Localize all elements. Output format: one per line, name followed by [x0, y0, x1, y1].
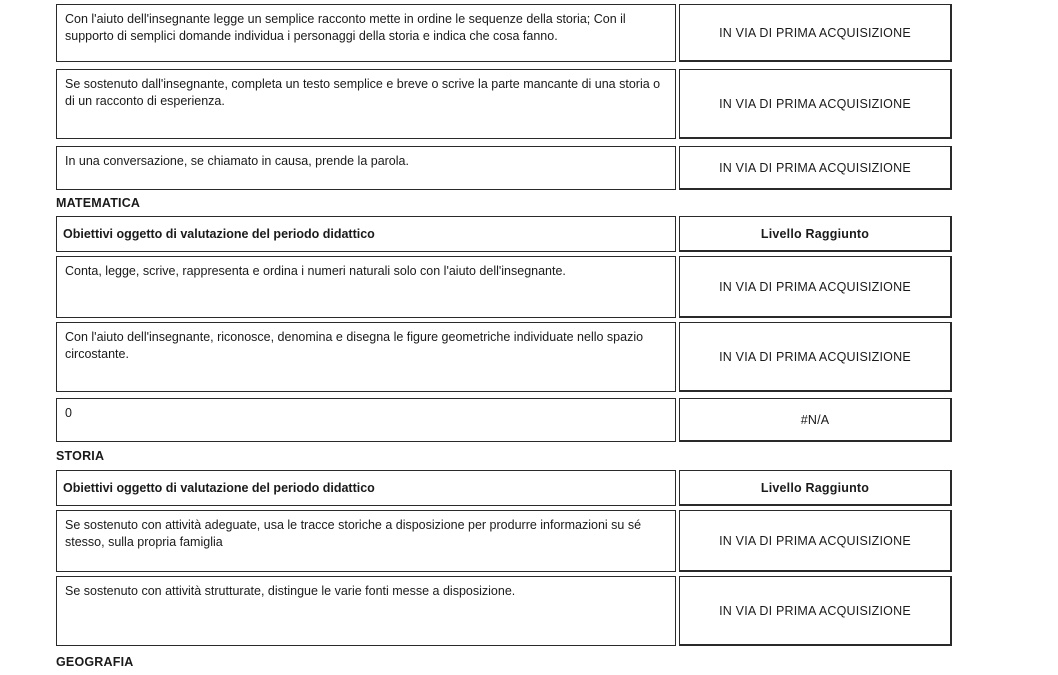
header-level: Livello Raggiunto	[679, 216, 952, 252]
objective-cell: In una conversazione, se chiamato in causa, prende la parola.	[56, 146, 676, 190]
objective-cell: 0	[56, 398, 676, 442]
header-level: Livello Raggiunto	[679, 470, 952, 506]
table-row	[56, 510, 952, 572]
level-cell: IN VIA DI PRIMA ACQUISIZIONE	[679, 146, 952, 190]
header-objectives: Obiettivi oggetto di valutazione del periodo didattico	[56, 470, 676, 506]
objective-cell: Se sostenuto con attività strutturate, distingue le varie fonti messe a disposizione.	[56, 576, 676, 646]
table-row	[56, 398, 952, 442]
table-row	[56, 69, 952, 139]
table-header	[56, 216, 952, 252]
table-row	[56, 322, 952, 392]
objective-cell: Con l'aiuto dell'insegnante, riconosce, denomina e disegna le figure geometriche individuate nello spazio circostante.	[56, 322, 676, 392]
level-cell: IN VIA DI PRIMA ACQUISIZIONE	[679, 256, 952, 318]
level-cell: IN VIA DI PRIMA ACQUISIZIONE	[679, 4, 952, 62]
table-row	[56, 256, 952, 318]
table-row	[56, 4, 952, 62]
section-title-storia: STORIA	[56, 449, 105, 463]
objective-cell: Con l'aiuto dell'insegnante legge un semplice racconto mette in ordine le sequenze della storia; Con il supporto di semplici domande individua i personaggi della storia e indica che cosa fanno.	[56, 4, 676, 62]
objective-cell: Se sostenuto con attività adeguate, usa le tracce storiche a disposizione per produrre informazioni su sé stesso, sulla propria famiglia	[56, 510, 676, 572]
level-cell: #N/A	[679, 398, 952, 442]
objective-cell: Se sostenuto dall'insegnante, completa un testo semplice e breve o scrive la parte mancante di una storia o di un racconto di esperienza.	[56, 69, 676, 139]
section-title-matematica: MATEMATICA	[56, 196, 141, 210]
header-objectives: Obiettivi oggetto di valutazione del periodo didattico	[56, 216, 676, 252]
table-row	[56, 576, 952, 646]
table-header	[56, 470, 952, 506]
objective-cell: Conta, legge, scrive, rappresenta e ordina i numeri naturali solo con l'aiuto dell'insegnante.	[56, 256, 676, 318]
level-cell: IN VIA DI PRIMA ACQUISIZIONE	[679, 576, 952, 646]
level-cell: IN VIA DI PRIMA ACQUISIZIONE	[679, 69, 952, 139]
level-cell: IN VIA DI PRIMA ACQUISIZIONE	[679, 510, 952, 572]
section-title-geografia: GEOGRAFIA	[56, 655, 134, 669]
table-row	[56, 146, 952, 190]
level-cell: IN VIA DI PRIMA ACQUISIZIONE	[679, 322, 952, 392]
